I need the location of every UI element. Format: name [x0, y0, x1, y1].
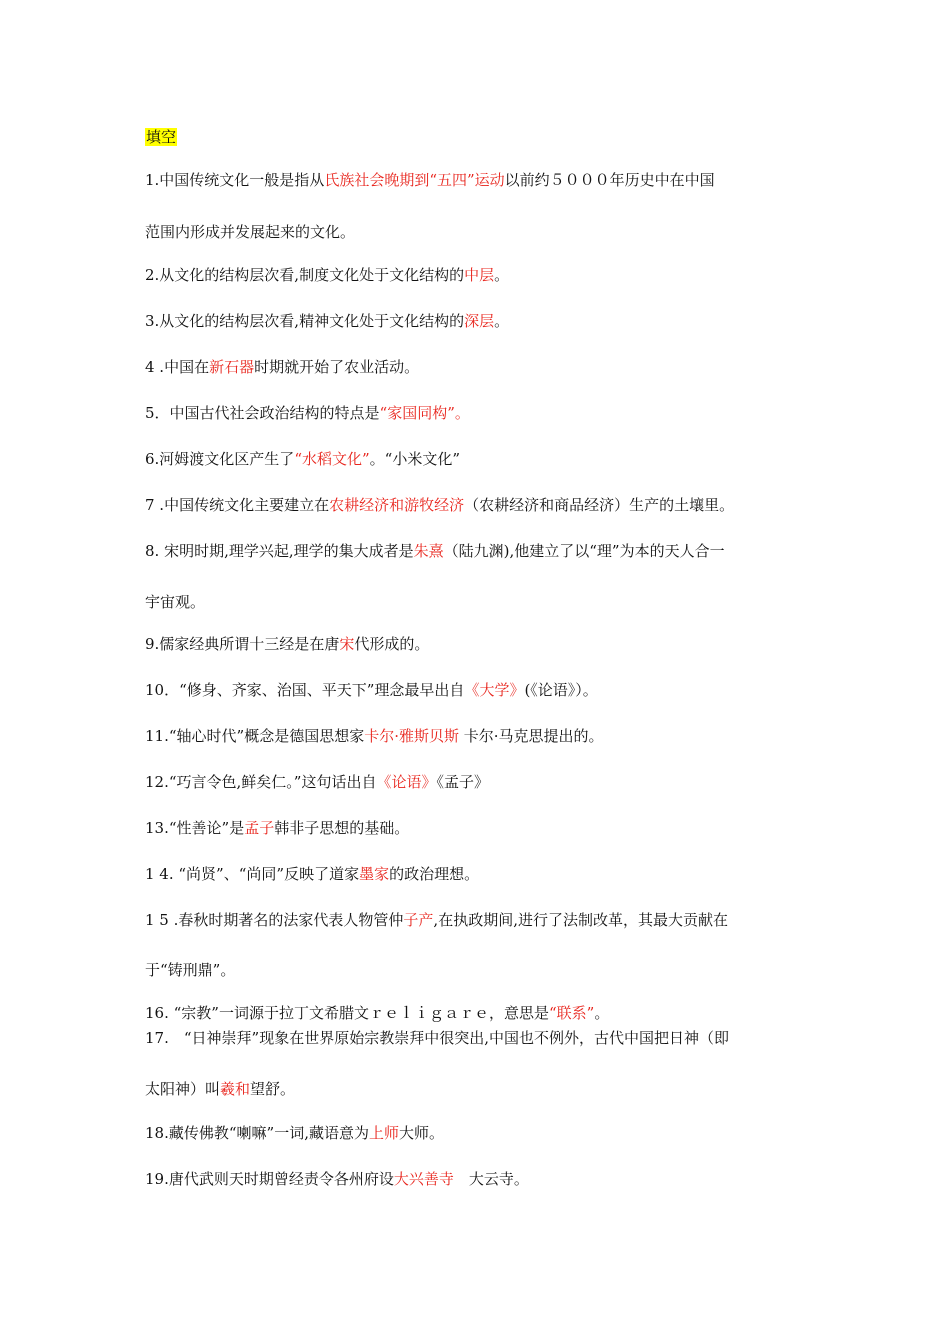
question-17-line-2: [145, 1079, 295, 1099]
answer-text: 子产: [403, 911, 434, 929]
section-heading: 填空: [146, 128, 177, 146]
question-text: ,在执政期间,进行了法制改革，其最大贡献在: [433, 911, 728, 929]
question-text: 望舒。: [250, 1080, 296, 1098]
question-text: 卡尔·马克思提出的。: [458, 727, 604, 745]
question-text: 16. “宗教”一词源于拉丁文希腊文ｒｅｌｉｇａｒｅ，意思是: [145, 1004, 549, 1022]
question-text: 5．中国古代社会政治结构的特点是: [145, 404, 380, 422]
question-16-line-1: [145, 1003, 609, 1023]
question-19-line-1: [145, 1169, 529, 1189]
question-text: 7 .中国传统文化主要建立在: [145, 496, 330, 514]
question-text: 。: [494, 266, 510, 284]
question-text: 韩非子思想的基础。: [274, 819, 410, 837]
question-text: 宇宙观。: [145, 593, 206, 611]
question-text: 大云寺。: [453, 1170, 529, 1188]
section-heading-row: [145, 127, 177, 147]
question-text: 代形成的。: [354, 635, 430, 653]
question-text: 10．“修身、齐家、治国、平天下”理念最早出自: [145, 681, 465, 699]
question-8-line-1: [145, 541, 725, 561]
answer-text: 上师: [368, 1124, 399, 1142]
question-text: 2.从文化的结构层次看,制度文化处于文化结构的: [145, 266, 465, 284]
answer-text: 《论语》: [376, 773, 437, 791]
question-11-line-1: [145, 726, 604, 746]
question-7-line-1: [145, 495, 734, 515]
answer-text: 孟子: [244, 819, 275, 837]
question-text: 于“铸刑鼎”。: [145, 961, 236, 979]
question-15-line-1: [145, 910, 728, 930]
question-text: 11.“轴心时代”概念是德国思想家: [145, 727, 365, 745]
answer-text: 新石器: [209, 358, 255, 376]
question-18-line-1: [145, 1123, 444, 1143]
answer-text: 深层: [464, 312, 495, 330]
question-text: （农耕经济和商品经济）生产的土壤里。: [464, 496, 735, 514]
question-text: 太阳神）叫: [145, 1080, 221, 1098]
question-text: 以前约５０００年历史中在中国: [504, 171, 715, 189]
question-text: 6.河姆渡文化区产生了: [145, 450, 295, 468]
answer-text: 墨家: [359, 865, 390, 883]
question-text: （陆九渊),他建立了以“理”为本的天人合一: [443, 542, 725, 560]
answer-text: 《大学》: [464, 681, 525, 699]
answer-text: 中层: [464, 266, 495, 284]
question-text: 的政治理想。: [389, 865, 480, 883]
question-14-line-1: [145, 864, 479, 884]
question-text: 18.藏传佛教“喇嘛”一词,藏语意为: [145, 1124, 369, 1142]
question-text: 19.唐代武则天时期曾经责令各州府设: [145, 1170, 394, 1188]
question-text: 17. “日神崇拜”现象在世界原始宗教崇拜中很突出,中国也不例外，古代中国把日神（即: [145, 1029, 729, 1047]
answer-text: “家国同构”。: [379, 404, 470, 422]
question-text: 。: [494, 312, 510, 330]
question-1-line-2: [145, 222, 355, 242]
answer-text: 朱熹: [413, 542, 444, 560]
question-text: 1 5 .春秋时期著名的法家代表人物管仲: [145, 911, 404, 929]
question-text: 13.“性善论”是: [145, 819, 245, 837]
question-text: 范围内形成并发展起来的文化。: [145, 223, 356, 241]
question-text: 。“小米文化”: [369, 450, 460, 468]
question-text: 9.儒家经典所谓十三经是在唐: [145, 635, 340, 653]
question-text: 大师。: [398, 1124, 444, 1142]
question-text: 。: [594, 1004, 610, 1022]
question-text: 《孟子》: [436, 773, 489, 791]
answer-text: “水稻文化”: [294, 450, 370, 468]
question-text: (《论语》）。: [524, 681, 598, 699]
question-text: 时期就开始了农业活动。: [254, 358, 420, 376]
question-6-line-1: [145, 449, 460, 469]
question-4-line-1: [145, 357, 419, 377]
question-12-line-1: [145, 772, 489, 792]
answer-text: “联系”: [548, 1004, 595, 1022]
question-3-line-1: [145, 311, 509, 331]
question-2-line-1: [145, 265, 509, 285]
question-10-line-1: [145, 680, 598, 700]
question-13-line-1: [145, 818, 409, 838]
answer-text: 大兴善寺: [393, 1170, 454, 1188]
question-17-line-1: [145, 1028, 729, 1048]
question-text: 1 4. “尚贤”、“尚同”反映了道家: [145, 865, 360, 883]
question-text: 8. 宋明时期,理学兴起,理学的集大成者是: [145, 542, 414, 560]
question-text: 3.从文化的结构层次看,精神文化处于文化结构的: [145, 312, 465, 330]
question-text: 1.中国传统文化一般是指从: [145, 171, 325, 189]
question-text: 4 .中国在: [145, 358, 210, 376]
question-9-line-1: [145, 634, 429, 654]
question-8-line-2: [145, 592, 205, 612]
answer-text: 氏族社会晚期到“五四”运动: [324, 171, 505, 189]
answer-text: 农耕经济和游牧经济: [329, 496, 465, 514]
question-5-line-1: [145, 403, 470, 423]
answer-text: 卡尔·雅斯贝斯: [364, 727, 459, 745]
question-1-line-1: [145, 170, 715, 190]
answer-text: 宋: [339, 635, 355, 653]
question-15-line-2: [145, 960, 235, 980]
answer-text: 羲和: [220, 1080, 251, 1098]
question-text: 12.“巧言令色,鲜矣仁。”这句话出自: [145, 773, 377, 791]
